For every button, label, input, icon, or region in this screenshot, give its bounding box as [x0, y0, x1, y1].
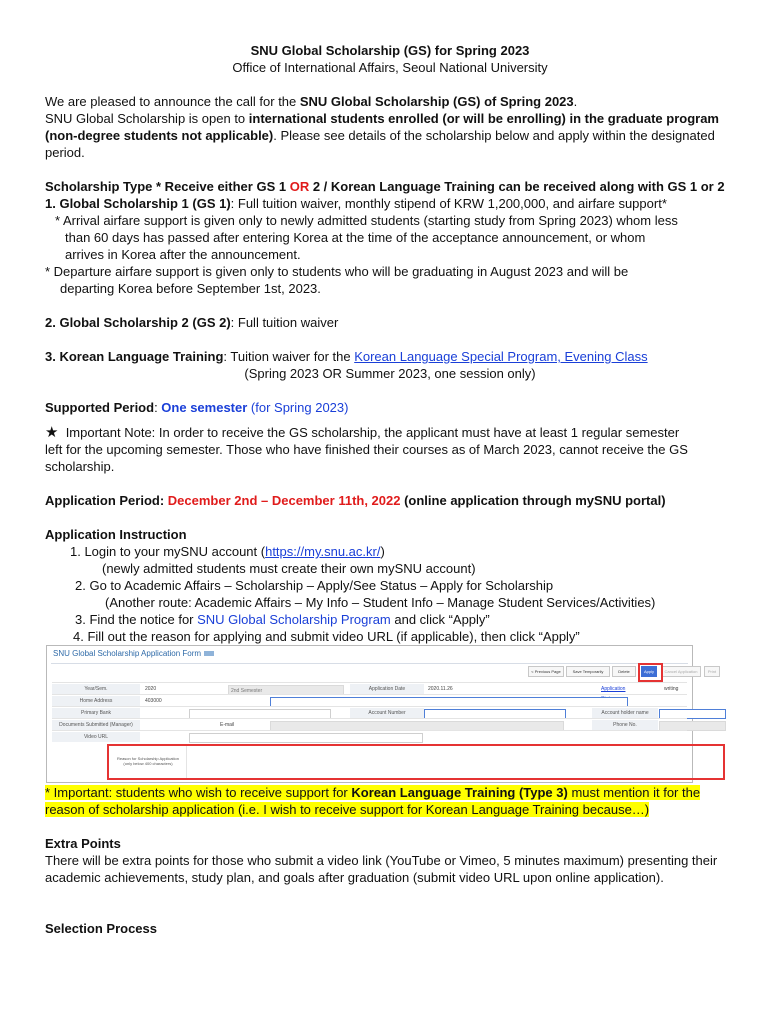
documents-label: Documents Submitted (Manager) — [52, 720, 140, 730]
extra-points-heading: Extra Points — [45, 836, 121, 851]
application-status-link[interactable]: Application — [601, 686, 626, 692]
year-sem-label: Year/Sem. — [52, 684, 140, 694]
cancel-application-button[interactable]: Cancel Application — [661, 666, 701, 677]
star-icon: ★ — [45, 424, 59, 441]
form-title: SNU Global Scholarship Application Form — [53, 650, 214, 657]
step-2-sub: (Another route: Academic Affairs – My Info – Student Info – Manage Student Services/Activities) — [105, 595, 656, 610]
departure-note-1: * Departure airfare support is given only to students who will be graduating in August 2023 and will be — [45, 264, 629, 279]
reason-label: Reason for Scholarship Application (only below 400 characters) — [116, 756, 180, 766]
row-video — [52, 730, 687, 743]
klt-program-link[interactable]: Korean Language Special Program, Evening Class — [354, 349, 648, 364]
document-page — [45, 42, 735, 937]
video-url-input[interactable] — [189, 733, 423, 743]
previous-page-button[interactable]: < Previous Page — [528, 666, 564, 677]
email-label: E-mail — [220, 722, 235, 728]
selection-process-heading: Selection Process — [45, 921, 157, 936]
step-1-sub: (newly admitted students must create their own mySNU account) — [102, 561, 476, 576]
account-holder-label: Account holder name — [592, 708, 658, 718]
step-1: 1. Login to your mySNU account (https://my.snu.ac.kr/) — [70, 544, 385, 559]
step-2: 2. Go to Academic Affairs – Scholarship – Apply/See Status – Apply for Scholarship — [75, 578, 554, 593]
important-note-1: ★ Important Note: In order to receive the GS scholarship, the applicant must have at least 1 regular semester — [45, 424, 680, 441]
application-date-label: Application Date — [350, 684, 424, 694]
extra-points-text: There will be extra points for those who submit a video link (YouTube or Vimeo, 5 minutes maximum) presenting their academic achievements, study plan, and goals after graduation (submit video URL upon online application). — [45, 853, 718, 885]
step-4: 4. Fill out the reason for applying and submit video URL (if applicable), then click “Apply” — [73, 629, 580, 644]
phone-label: Phone No. — [592, 720, 658, 730]
semester-select[interactable]: 2nd Semester — [228, 685, 344, 695]
account-number-label: Account Number — [350, 708, 424, 718]
important-note-3: scholarship. — [45, 459, 115, 474]
application-date-value: 2020.11.26 — [428, 686, 453, 692]
gs1-line: 1. Global Scholarship 1 (GS 1): Full tuition waiver, monthly stipend of KRW 1,200,000, and airfare support* — [45, 196, 667, 211]
delete-button[interactable]: Delete — [612, 666, 636, 677]
klt-line: 3. Korean Language Training: Tuition waiver for the Korean Language Special Program, Evening Class — [45, 349, 648, 364]
save-temporarily-button[interactable]: Save Temporarily — [566, 666, 610, 677]
page-subtitle: Office of International Affairs, Seoul National University — [232, 60, 548, 75]
arrival-note-2: than 60 days has passed after entering Korea at the time of the acceptance announcement, or whom — [65, 230, 646, 245]
important-note-2: left for the upcoming semester. Those who have finished their courses as of March 2023, cannot receive the GS — [45, 442, 688, 457]
apply-button[interactable]: Apply — [641, 666, 657, 677]
print-button[interactable]: Print — [704, 666, 720, 677]
gs2-line: 2. Global Scholarship 2 (GS 2): Full tuition waiver — [45, 315, 339, 330]
important-type3-note: * Important: students who wish to receive support for Korean Language Training (Type 3) must mention it for the reason of scholarship application (i.e. I wish to receive support for Korean Language Training because…) — [45, 785, 701, 817]
arrival-note-3: arrives in Korea after the announcement. — [65, 247, 301, 262]
departure-note-2: departing Korea before September 1st, 2023. — [60, 281, 321, 296]
arrival-note-1: * Arrival airfare support is given only to newly admitted students (starting study from Spring 2023) whom less — [55, 213, 678, 228]
mysnu-link[interactable]: https://my.snu.ac.kr/ — [265, 544, 381, 559]
application-form-screenshot — [46, 645, 717, 783]
application-period: Application Period: December 2nd – December 11th, 2022 (online application through mySNU portal) — [45, 493, 666, 508]
home-address-value: 403000 — [145, 698, 162, 704]
video-url-label: Video URL — [52, 732, 140, 742]
reason-highlight-box — [107, 744, 725, 780]
supported-period: Supported Period: One semester (for Spring 2023) — [45, 400, 349, 415]
instruction-heading: Application Instruction — [45, 527, 187, 542]
intro-paragraph-2: SNU Global Scholarship is open to international students enrolled (or will be enrolling) in the graduate program (non-degree students not applicable). Please see details of the scholarship below and apply within the designated period. — [45, 111, 719, 160]
klt-sub: (Spring 2023 OR Summer 2023, one session only) — [244, 366, 536, 381]
primary-bank-label: Primary Bank — [52, 708, 140, 718]
page-title: SNU Global Scholarship (GS) for Spring 2023 — [250, 43, 530, 58]
status-value: writing — [664, 686, 679, 692]
scholarship-type-heading: Scholarship Type * Receive either GS 1 OR 2 / Korean Language Training can be received along with GS 1 or 2 — [45, 179, 725, 194]
home-address-label: Home Address — [52, 696, 140, 706]
reason-textarea[interactable] — [186, 746, 723, 778]
apply-highlight-box — [638, 663, 663, 682]
intro-paragraph-1: We are pleased to announce the call for the SNU Global Scholarship (GS) of Spring 2023. — [45, 94, 578, 109]
year-value: 2020 — [145, 686, 157, 692]
step-3: 3. Find the notice for SNU Global Scholarship Program and click “Apply” — [75, 612, 490, 627]
